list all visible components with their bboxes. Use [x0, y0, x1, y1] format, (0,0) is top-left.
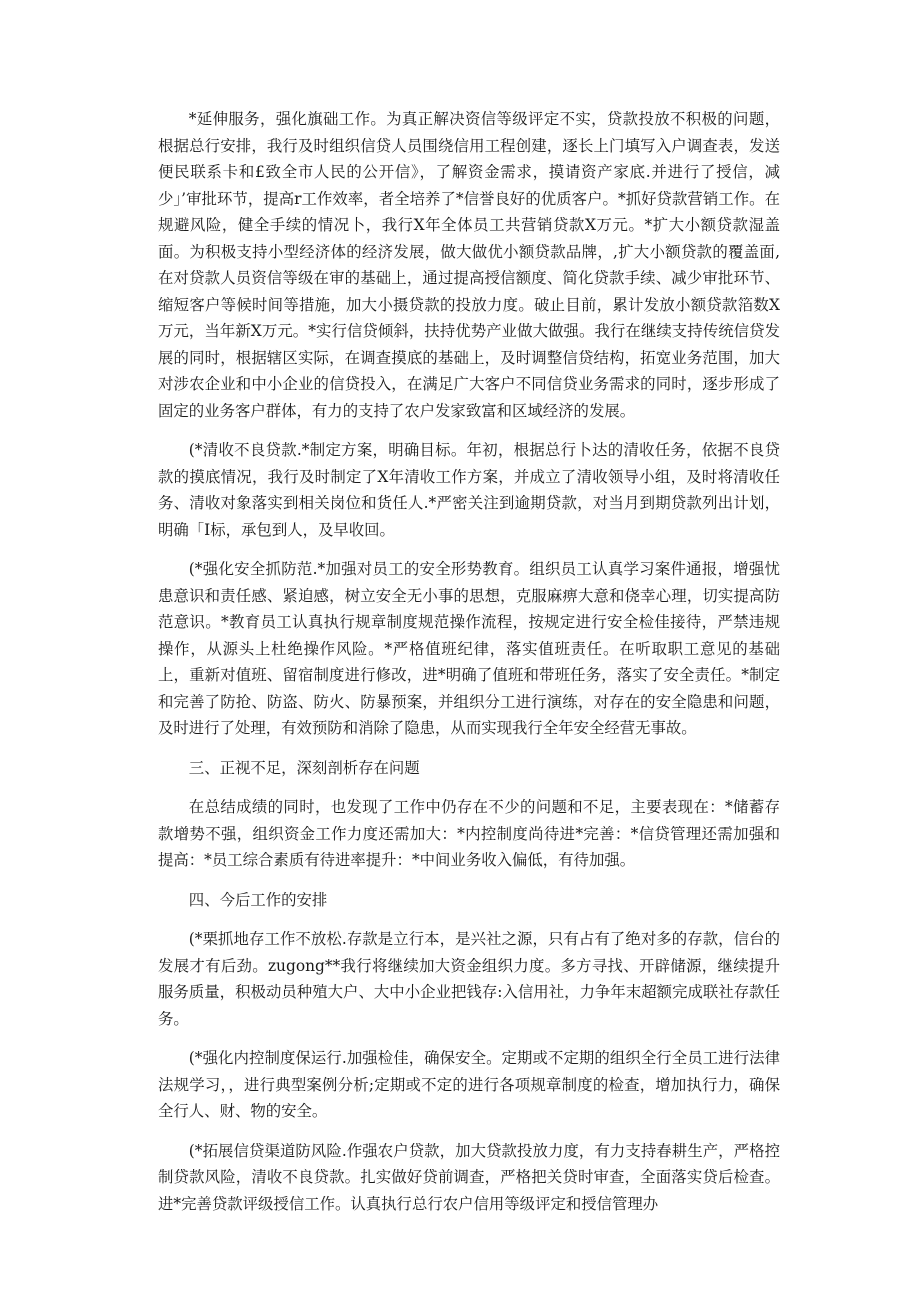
section-heading-problems: 三、正视不足，深刻剖析存在问题	[188, 758, 420, 777]
paragraph-internal-control: (*强化内控制度保运行.加强检佳，确保安全。定期或不定期的组织全行全员工进行法律法规学习，，进行典型案例分析;定期或不定的进行各项规章制度的检查，增加执行力，确保全行人、财、物的安全。	[158, 1049, 780, 1120]
paragraph-problems: 在总结成绩的同时，也发现了工作中仍存在不少的问题和不足，主要表现在：*储蓄存款增势不强，组织资金工作力度还需加大：*内控制度尚待进*完善：*信贷管理还需加强和提高：*员工综合素质有待进率提升：*中间业务收入偏低，有待加强。	[158, 798, 780, 869]
paragraph-deposits: (*栗抓地存工作不放松.存款是立行本，是兴社之源，只有占有了绝对多的存款，信台的发展才有后劲。zugong**我行将继续加大资金组织力度。多方寻找、开辟储源，继续提升服务质量，积极动员种殖大户、大中小企业把钱存:入信用社，力争年末超额完成联社存款任务。	[158, 930, 780, 1028]
paragraph-credit-channels: (*拓展信贷渠道防风险.作强农户贷款，加大贷款投放力度，有力支持春耕生产，严格控制贷款风险，清收不良贷款。扎实做好贷前调查，严格把关贷时审查，全面落实贷后检查。进*完善贷款评级授信工作。认真执行总行农户信用等级评定和授信管理办	[158, 1141, 780, 1213]
document-body	[158, 106, 780, 1230]
paragraph-collect-bad-loans: (*清收不良贷款.*制定方案，明确目标。年初，根据总行卜达的清收任务，依据不良贷款的摸底情况，我行及时制定了X年清收工作方案，并成立了清收领导小组，及时将清收任务、清收对象落实到相关岗位和货任人.*严密关注到逾期贷款，对当月到期贷款列出计划，明确「I标，承包到人，及早收回。	[158, 441, 780, 539]
paragraph-extend-service: *延伸服务，强化旗础工作。为真正解决资信等级评定不实，贷款投放不积极的问题，根据总行安排，我行及时组织信贷人员围绕信用工程创建，逐长上门填写入户调查表，发送便民联系卡和£致全市人民的公开信》，了解资金需求，摸请资产家底.并进行了授信，减少」’审批环节，提高r工作效率，者全培养了*信誉良好的优质客户。*抓好贷款营销工作。在规避风险，健全手续的情况卜，我行X年全体员工共营销贷款X万元。*扩大小额贷款湿盖面。为积极支持小型经济体的经济发展，做大做优小额贷款品牌，,扩大小额贷款的覆盖面,在对贷款人员资信等级在审的基础上，通过提高授信额度、简化贷款手续、减少审批环节、缩短客户等候时间等措施，加大小摄贷款的投放力度。破止目前，累计发放小额贷款箔数X万元，当年新X万元。*实行信贷倾斜，扶持优势产业做大做强。我行在继续支持传统信贷发展的同时，根据辖区实际，在调查摸底的基础上，及时调整信贷结构，拓宽业务范围，加大对涉农企业和中小企业的信贷投入，在满足广大客户不同信贷业务需求的同时，逐步形成了固定的业务客户群体，有力的支持了农户发家致富和区域经济的发展。	[158, 110, 780, 420]
section-heading-future-plans: 四、今后工作的安排	[188, 890, 328, 909]
paragraph-safety-prevention: (*强化安全抓防范.*加强对员工的安全形势教育。组织员工认真学习案件通报，增强忧患意识和责任感、紧迫感，树立安全无小事的思想，克服麻痹大意和侥幸心理，切实提高防范意识。*教育员工认真执行规章制度规范操作流程，按规定进行安全检佳接待，严禁违规操作，从源头上杜绝操作风险。*严格值班纪律，落实值班责任。在听取职工意见的基础上，重新对值班、留宿制度进行修改，进*明确了值班和带班任务，落实了安全责任。*制定和完善了防抢、防盗、防火、防暴预案，并组织分工进行演练，对存在的安全隐患和问题，及时进行了处理，有效预防和消除了隐患，从而实现我行全年安全经营无事故。	[158, 560, 780, 737]
